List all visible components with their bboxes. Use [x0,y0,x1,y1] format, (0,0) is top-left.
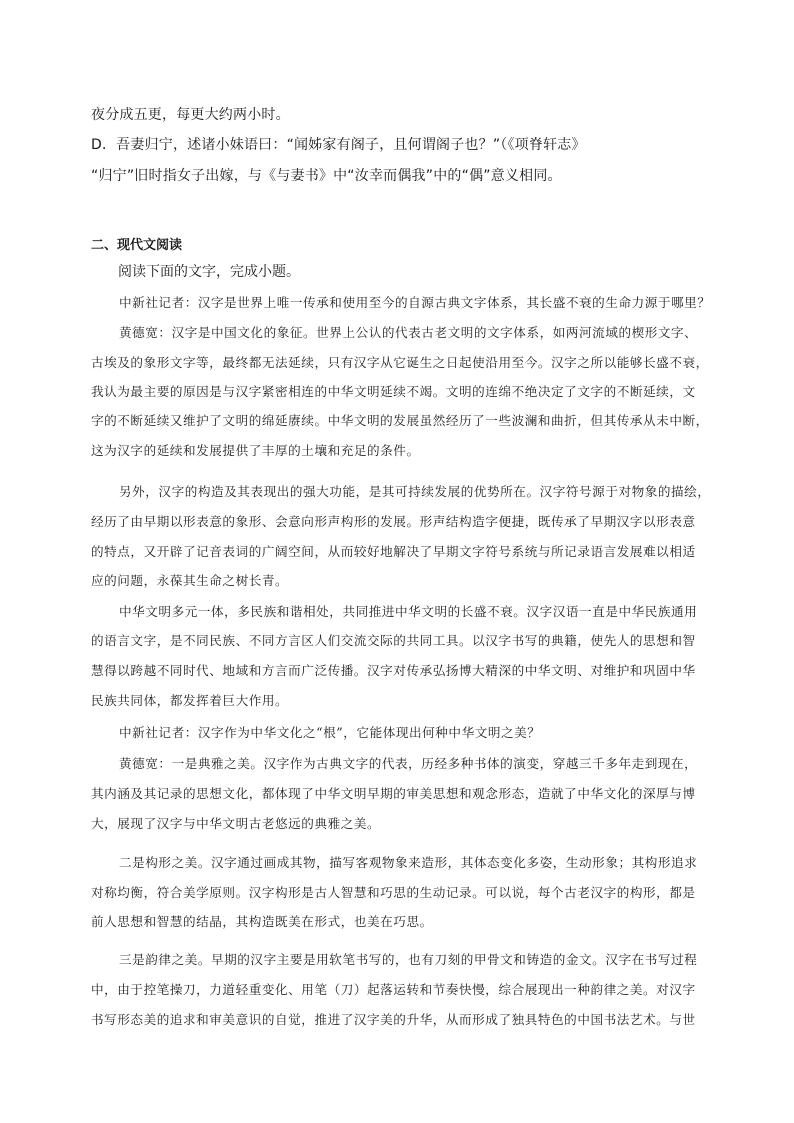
passage-line: 黄德宽：一是典雅之美。汉字作为古典文字的代表，历经多种书体的演变，穿越三千多年走到现在， [119,756,698,771]
passage-line: 的特点，又开辟了记音表词的广阔空间，从而较好地解决了早期文字符号系统与所记录语言发展难以相适 [91,544,696,559]
passage-line: 三是韵律之美。早期的汉字主要是用软笔书写的，也有刀刻的甲骨文和铸造的金文。汉字在书写过程 [119,952,698,967]
passage-line: 这为汉字的延续和发展提供了丰厚的土壤和充足的条件。 [91,443,420,458]
passage-line: 应的问题，永葆其生命之树长青。 [91,573,289,588]
passage-line: 民族共同体，都发挥着巨大作用。 [91,693,289,708]
passage-line: 书写形态美的追求和审美意识的自觉，推进了汉字美的升华，从而形成了独具特色的中国书法艺术。与世 [91,1012,696,1027]
passage-line: 的语言文字，是不同民族、不同方言区人们交流交际的共同工具。以汉字书写的典籍，使先人的思想和智 [91,633,696,648]
reading-prompt: 阅读下面的文字，完成小题。 [118,264,300,280]
passage-line: 前人思想和智慧的结晶，其构造既美在形式，也美在巧思。 [91,914,433,929]
option-c-explanation-tail: 夜分成五更，每更大约两小时。 [91,107,290,123]
passage-line: 中华文明多元一体，多民族和谐相处，共同推进中华文明的长盛不衰。汉字汉语一直是中华民族通用 [119,604,698,619]
passage-line: 经历了由早期以形表意的象形、会意向形声构形的发展。形声结构造字便捷，既传承了早期汉字以形表意 [91,514,696,529]
passage-line: 黄德宽：汉字是中国文化的象征。世界上公认的代表古老文明的文字体系，如两河流域的楔形文字、 [119,325,698,340]
passage-line: 中新社记者：汉字作为中华文化之“根”，它能体现出何种中华文明之美？ [119,725,541,740]
passage-line: 大，展现了汉字与中华文明古老悠远的典雅之美。 [91,816,381,831]
passage-line: 二是构形之美。汉字通过画成其物，描写客观物象来造形，其体态变化多姿，生动形象；其构形追求 [119,855,698,870]
passage-line: 字的不断延续又维护了文明的绵延赓续。中华文明的发展虽然经历了一些波澜和曲折，但其传承从未中断， [91,413,709,428]
passage-line: 慧得以跨越不同时代、地域和方言而广泛传播。汉字对传承弘扬博大精深的中华文明、对维护和巩固中华 [91,663,696,678]
passage-line: 另外，汉字的构造及其表现出的强大功能，是其可持续发展的优势所在。汉字符号源于对物象的描绘， [119,484,711,499]
option-d-explanation: “归宁”旧时指女子出嫁，与《与妻书》中“汝幸而偶我”中的“偶”意义相同。 [91,168,562,184]
passage-line: 中新社记者：汉字是世界上唯一传承和使用至今的自源古典文字体系，其长盛不衰的生命力源于哪里？ [119,295,711,310]
passage-line: 我认为最主要的原因是与汉字紧密相连的中华文明延续不竭。文明的连绵不绝决定了文字的不断延续，文 [91,384,696,399]
passage-line: 古埃及的象形文字等，最终都无法延续，只有汉字从它诞生之日起使沿用至今。汉字之所以能够长盛不衰， [91,355,709,370]
passage-line: 其内涵及其记录的思想文化，都体现了中华文明早期的审美思想和观念形态，造就了中华文化的深厚与博 [91,786,696,801]
passage-line: 对称均衡，符合美学原则。汉字构形是古人智慧和巧思的生动记录。可以说，每个古老汉字的构形，都是 [91,885,696,900]
option-d-sentence: D．吾妻归宁，述诸小妹语曰：“闻姊家有阁子，且何谓阁子也？”（《项脊轩志》 [91,137,586,153]
passage-line: 中，由于控笔操刀，力道轻重变化、用笔（刀）起落运转和节奏快慢，综合展现出一种韵律之美。对汉字 [91,982,696,997]
section-heading: 二、现代文阅读 [91,238,183,253]
